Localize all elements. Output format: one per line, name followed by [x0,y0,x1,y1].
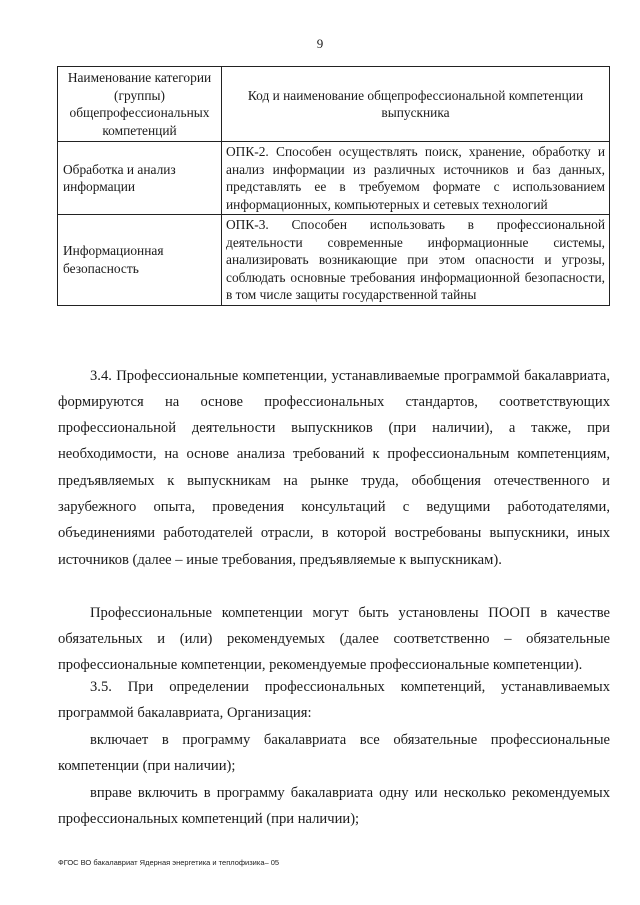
table-header-row [58,67,610,142]
page-number: 9 [316,36,324,51]
table-header-category: Наименование категории (группы) общепрофессиональных компетенций [58,67,222,142]
paragraph-prof-competencies: Профессиональные компетенции могут быть установлены ПООП в качестве обязательных и (или) рекомендуемых (далее соответственно – обязательные профессиональные компетенции, рекомендуемые профессиональные компетенции). [58,604,610,674]
table-cell-category: Информационная безопасность [58,215,222,306]
paragraph-3-4: 3.4. Профессиональные компетенции, устанавливаемые программой бакалавриата, формируются на основе профессиональных стандартов, соответствующих профессиональной деятельности выпускников (при наличии), а также, при необходимости, на основе анализа требований к профессиональным компетенциям, предъявляемых к выпускникам на рынке труда, обобщения отечественного и зарубежного опыта, проведения консультаций с ведущими работодателями, объединениями работодателей отрасли, в которой востребованы выпускники, иных источников (далее – иные требования, предъявляемые к выпускникам). [58,367,610,568]
competencies-table [57,66,610,306]
table-cell-description: ОПК-3. Способен использовать в профессиональной деятельности современные информационные системы, анализировать возникающие при этом опасности и угрозы, соблюдать основные требования информационной безопасности, в том числе защиты государственной тайны [222,215,610,306]
paragraph-may-include: вправе включить в программу бакалавриата одну или несколько рекомендуемых профессиональных компетенций (при наличии); [58,784,610,827]
table-cell-description: ОПК-2. Способен осуществлять поиск, хранение, обработку и анализ информации из различных источников и баз данных, представлять ее в требуемом формате с использованием информационных, компьютерных и сетевых технологий [222,142,610,215]
paragraph-3-5: 3.5. При определении профессиональных компетенций, устанавливаемых программой бакалавриата, Организация: [58,678,610,721]
paragraph-includes: включает в программу бакалавриата все обязательные профессиональные компетенции (при наличии); [58,731,610,774]
table-row [58,142,610,215]
document-footer: ФГОС ВО бакалавриат Ядерная энергетика и теплофизика– 05 [58,858,280,867]
table-row [58,215,610,306]
table-header-competence: Код и наименование общепрофессиональной компетенции выпускника [222,67,610,142]
table-cell-category: Обработка и анализ информации [58,142,222,215]
